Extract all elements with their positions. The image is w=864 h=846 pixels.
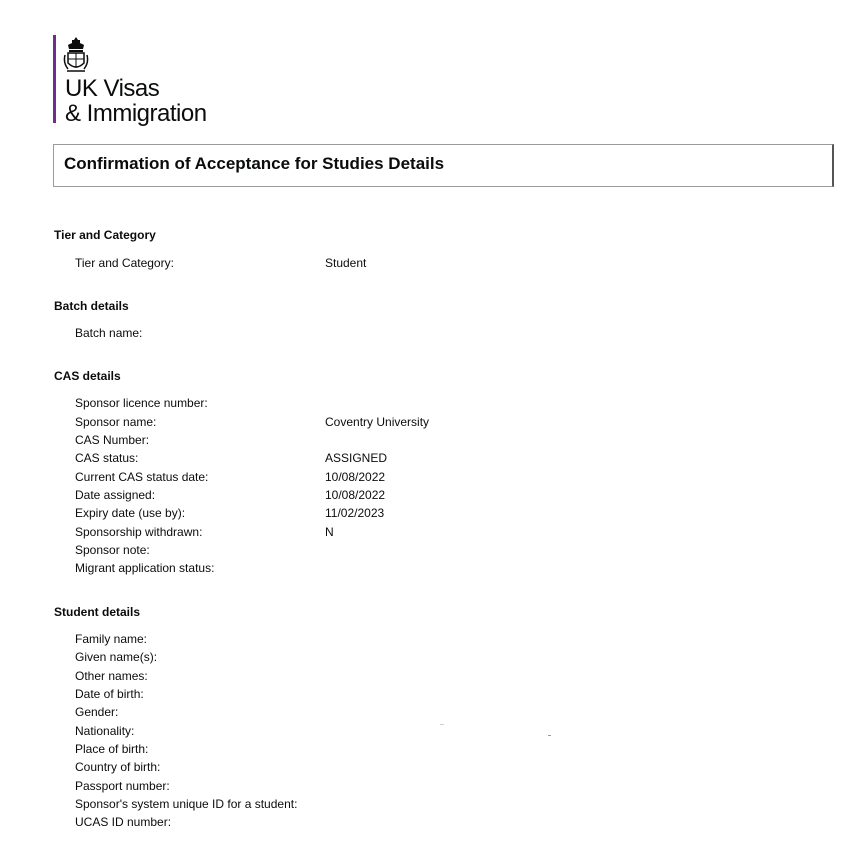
- row-value: Student: [325, 256, 367, 270]
- row-label: Date of birth:: [75, 687, 144, 701]
- brand-accent-bar: [53, 35, 56, 123]
- section-title-tier: Tier and Category: [54, 228, 156, 242]
- row-label: Sponsor note:: [75, 543, 150, 557]
- logo-text-line2: & Immigration: [65, 100, 207, 127]
- royal-crest-icon: [63, 35, 89, 75]
- row-label: UCAS ID number:: [75, 815, 172, 829]
- row-label: Gender:: [75, 705, 119, 719]
- section-title-cas: CAS details: [54, 369, 121, 383]
- row-label: CAS status:: [75, 451, 139, 465]
- row-label: Expiry date (use by):: [75, 506, 186, 520]
- page-title: Confirmation of Acceptance for Studies Details: [64, 154, 445, 173]
- row-label: Other names:: [75, 669, 148, 683]
- redaction-speck: [440, 724, 444, 725]
- row-label: Nationality:: [75, 724, 135, 738]
- row-label: Family name:: [75, 632, 148, 646]
- row-label: Sponsor's system unique ID for a student:: [75, 797, 298, 811]
- section-title-student: Student details: [54, 605, 141, 619]
- row-value: N: [325, 525, 334, 539]
- row-value: Coventry University: [325, 415, 430, 429]
- row-label: Sponsorship withdrawn:: [75, 525, 203, 539]
- row-label: Migrant application status:: [75, 561, 215, 575]
- row-label: Country of birth:: [75, 760, 161, 774]
- row-label: Current CAS status date:: [75, 470, 209, 484]
- row-value: 10/08/2022: [325, 470, 386, 484]
- row-label: Tier and Category:: [75, 256, 174, 270]
- row-label: Sponsor licence number:: [75, 396, 208, 410]
- row-label: Sponsor name:: [75, 415, 157, 429]
- row-value: 10/08/2022: [325, 488, 386, 502]
- row-label: Batch name:: [75, 326, 143, 340]
- row-label: Passport number:: [75, 779, 170, 793]
- row-label: Date assigned:: [75, 488, 156, 502]
- document-title-box: [53, 144, 834, 187]
- logo-text-line1: UK Visas: [65, 75, 160, 102]
- section-title-batch: Batch details: [54, 299, 129, 313]
- row-value: 11/02/2023: [325, 506, 385, 520]
- row-label: Place of birth:: [75, 742, 149, 756]
- row-value: ASSIGNED: [325, 451, 388, 465]
- row-label: Given name(s):: [75, 650, 158, 664]
- redaction-speck: [548, 735, 551, 736]
- row-label: CAS Number:: [75, 433, 150, 447]
